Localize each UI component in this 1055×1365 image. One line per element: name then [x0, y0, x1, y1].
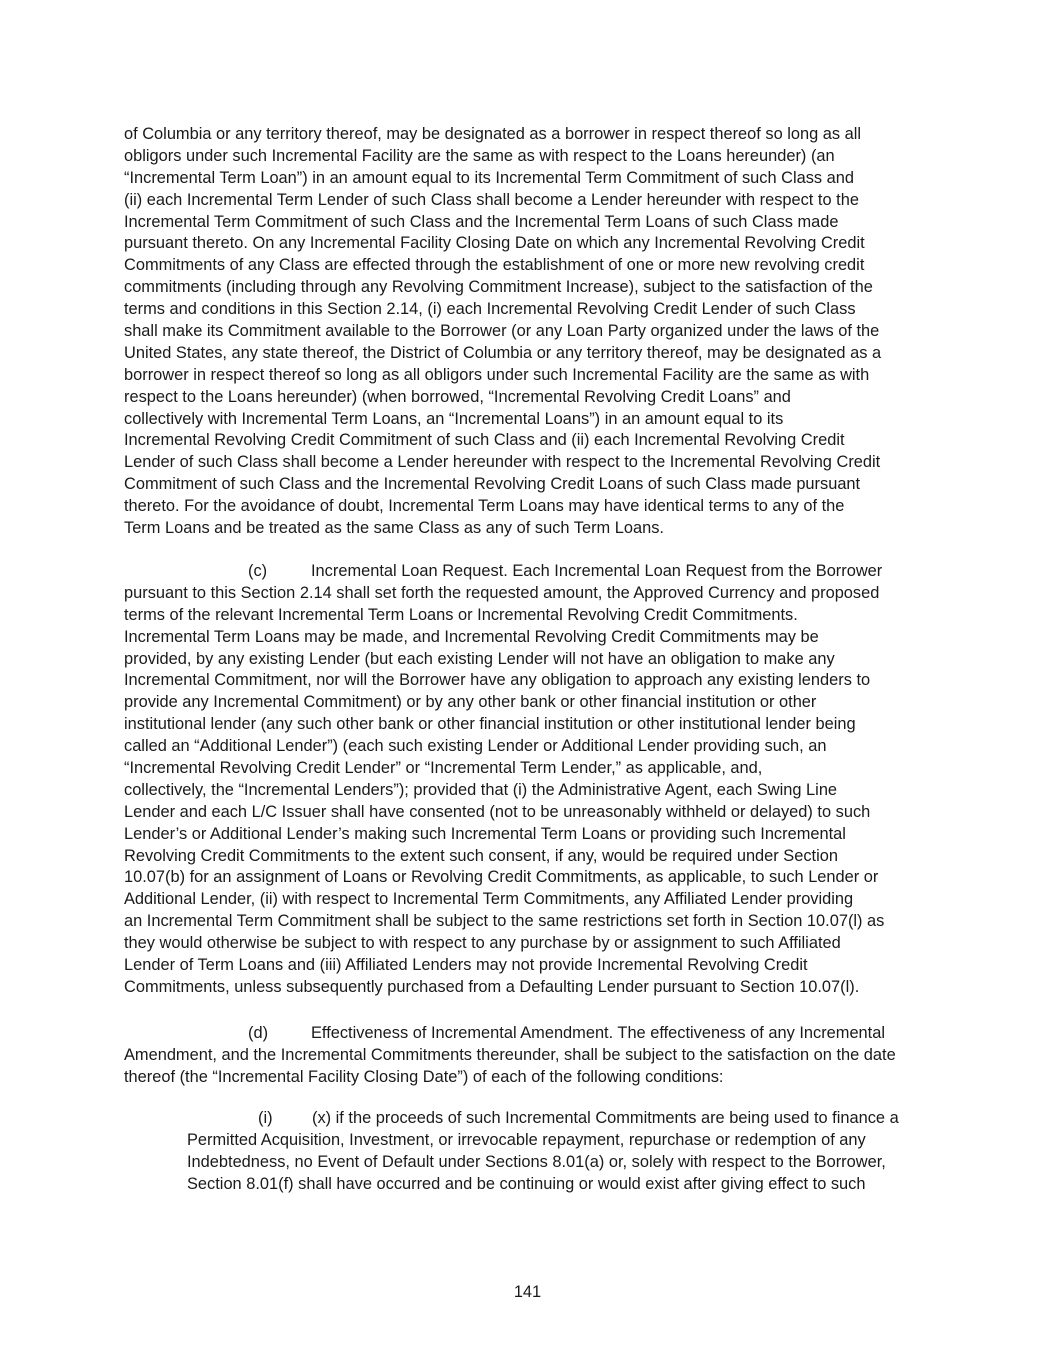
text-line: Lender of such Class shall become a Lender hereunder with respect to the Incremental Revolving Credit — [124, 453, 881, 472]
text-line: obligors under such Incremental Facility are the same as with respect to the Loans hereunder) (an — [124, 146, 835, 165]
text-line: pursuant to this Section 2.14 shall set forth the requested amount, the Approved Currency and proposed — [124, 583, 880, 602]
text-line: 10.07(b) for an assignment of Loans or Revolving Credit Commitments, as applicable, to such Lender or — [124, 868, 879, 887]
text-line: Indebtedness, no Event of Default under Sections 8.01(a) or, solely with respect to the Borrower, — [187, 1152, 886, 1171]
text-line: collectively with Incremental Term Loans, an “Incremental Loans”) in an amount equal to its — [124, 409, 784, 428]
text-line: Commitment of such Class and the Incremental Revolving Credit Loans of such Class made pursuant — [124, 475, 861, 494]
text-line: United States, any state thereof, the District of Columbia or any territory thereof, may be designated as a — [124, 343, 882, 362]
section-i-marker: (i) — [258, 1109, 273, 1127]
text-line: “Incremental Revolving Credit Lender” or “Incremental Term Lender,” as applicable, and, — [124, 759, 763, 778]
text-line: thereof (the “Incremental Facility Closing Date”) of each of the following conditions: — [124, 1067, 724, 1086]
text-line: terms and conditions in this Section 2.14, (i) each Incremental Revolving Credit Lender of such Class — [124, 300, 856, 319]
text-line: provided, by any existing Lender (but each existing Lender will not have an obligation to make any — [124, 649, 835, 668]
text-line: Lender’s or Additional Lender’s making such Incremental Term Loans or providing such Incremental — [124, 824, 846, 843]
paragraph-section-c — [124, 561, 944, 999]
text-line: borrower in respect thereof so long as all obligors under such Incremental Facility are the same as with — [124, 365, 870, 384]
text-line: Section 8.01(f) shall have occurred and be continuing or would exist after giving effect to such — [187, 1174, 866, 1193]
text-line: terms of the relevant Incremental Term Loans or Incremental Revolving Credit Commitments. — [124, 605, 798, 624]
text-line: respect to the Loans hereunder) (when borrowed, “Incremental Revolving Credit Loans” and — [124, 387, 791, 406]
text-line: an Incremental Term Commitment shall be subject to the same restrictions set forth in Section 10.07(l) as — [124, 912, 885, 931]
section-d-first-line — [124, 1023, 944, 1045]
text-line: called an “Additional Lender”) (each such existing Lender or Additional Lender providing such, an — [124, 737, 827, 756]
text-line: “Incremental Term Loan”) in an amount equal to its Incremental Term Commitment of such Class and — [124, 168, 855, 187]
text-line: Revolving Credit Commitments to the extent such consent, if any, would be required under Section — [124, 846, 838, 865]
text-line: Commitments, unless subsequently purchased from a Defaulting Lender pursuant to Section 10.07(l). — [124, 977, 860, 996]
text-line: Incremental Revolving Credit Commitment of such Class and (ii) each Incremental Revolving Credit — [124, 431, 845, 450]
text-line: (ii) each Incremental Term Lender of such Class shall become a Lender hereunder with respect to the — [124, 190, 859, 209]
section-c-marker: (c) — [248, 562, 268, 580]
paragraph-continuation — [124, 124, 944, 540]
text-line: they would otherwise be subject to with respect to any purchase by or assignment to such Affiliated — [124, 934, 841, 953]
text-line: institutional lender (any such other bank or other financial institution or other institutional lender being — [124, 715, 856, 734]
text-line: Amendment, and the Incremental Commitments thereunder, shall be subject to the satisfaction on the date — [124, 1045, 896, 1064]
text-line: thereto. For the avoidance of doubt, Incremental Term Loans may have identical terms to any of the — [124, 497, 845, 516]
section-i-first-text: (x) if the proceeds of such Incremental Commitments are being used to finance a — [312, 1109, 899, 1127]
text-line: Incremental Term Commitment of such Class and the Incremental Term Loans of such Class made — [124, 212, 839, 231]
paragraph-section-i — [187, 1108, 947, 1196]
text-line: of Columbia or any territory thereof, may be designated as a borrower in respect thereof so long as all — [124, 125, 862, 143]
text-line: Commitments of any Class are effected through the establishment of one or more new revolving credit — [124, 256, 865, 275]
section-c-first-line — [124, 561, 944, 583]
section-d-marker: (d) — [248, 1024, 269, 1042]
section-i-first-line — [187, 1108, 947, 1130]
section-d-heading-text: Effectiveness of Incremental Amendment. The effectiveness of any Incremental — [311, 1024, 885, 1042]
text-line: Additional Lender, (ii) with respect to Incremental Term Commitments, any Affiliated Lender providing — [124, 890, 854, 909]
text-line: provide any Incremental Commitment) or by any other bank or other financial institution or other — [124, 693, 817, 712]
text-line: commitments (including through any Revolving Commitment Increase), subject to the satisfaction of the — [124, 278, 873, 297]
text-line: Permitted Acquisition, Investment, or irrevocable repayment, repurchase or redemption of any — [187, 1130, 866, 1149]
text-line: collectively, the “Incremental Lenders”); provided that (i) the Administrative Agent, each Swing Line — [124, 780, 838, 799]
text-line: Incremental Term Loans may be made, and Incremental Revolving Credit Commitments may be — [124, 627, 819, 646]
text-line: Term Loans and be treated as the same Class as any of such Term Loans. — [124, 519, 664, 538]
text-line: pursuant thereto. On any Incremental Facility Closing Date on which any Incremental Revolving Credit — [124, 234, 865, 253]
paragraph-section-d — [124, 1023, 944, 1089]
text-line: Lender of Term Loans and (iii) Affiliated Lenders may not provide Incremental Revolving Credit — [124, 956, 808, 975]
text-line: shall make its Commitment available to the Borrower (or any Loan Party organized under the laws of the — [124, 322, 880, 341]
text-line: Incremental Commitment, nor will the Borrower have any obligation to approach any existing lenders to — [124, 671, 871, 690]
section-c-heading-text: Incremental Loan Request. Each Incremental Loan Request from the Borrower — [311, 562, 883, 580]
text-line: Lender and each L/C Issuer shall have consented (not to be unreasonably withheld or delayed) to such — [124, 802, 871, 821]
page-number: 141 — [513, 1283, 542, 1301]
